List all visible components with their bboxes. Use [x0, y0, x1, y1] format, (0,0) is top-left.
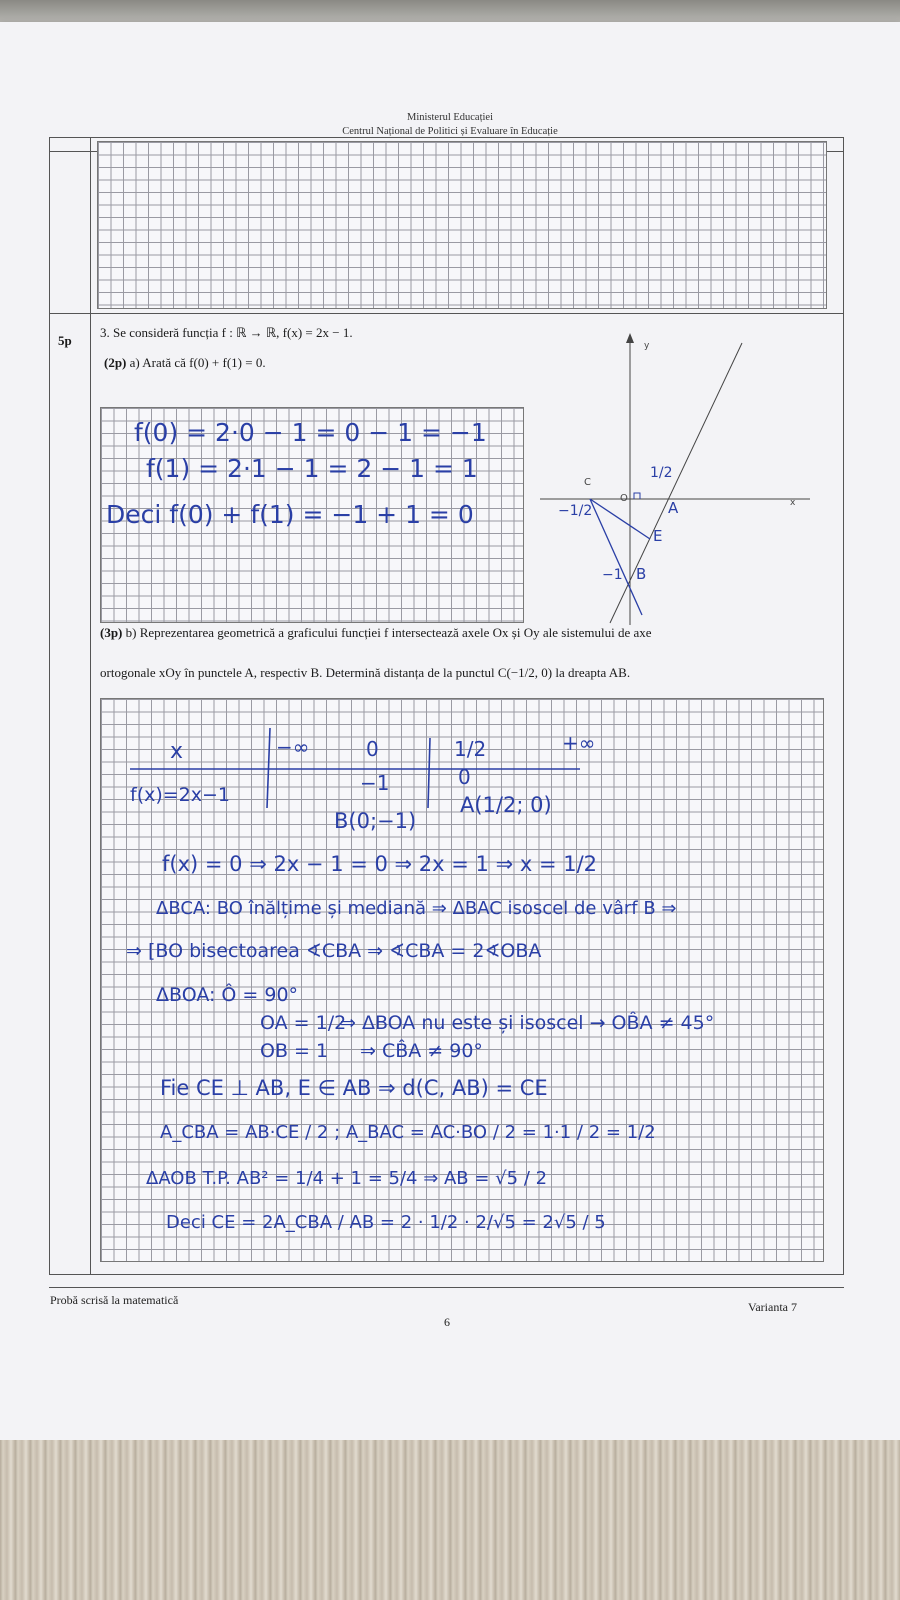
part-b-points: (3p) [100, 625, 123, 640]
answer-b-line-2: ΔBCA: BO înălțime și mediană ⇒ ΔBAC isoscel de vârf B ⇒ [156, 898, 677, 919]
table-point-a: A(1/2; 0) [460, 793, 552, 817]
page-number: 6 [444, 1315, 450, 1329]
answer-b-line-1: f(x) = 0 ⇒ 2x − 1 = 0 ⇒ 2x = 1 ⇒ x = 1/2 [162, 852, 598, 876]
minus-half-label: −1/2 [558, 503, 593, 519]
answer-a-line-3: Deci f(0) + f(1) = −1 + 1 = 0 [106, 500, 474, 529]
origin-label: O [620, 493, 628, 504]
answer-b-line-3: ⇒ [BO bisectoarea ∢CBA ⇒ ∢CBA = 2∢OBA [126, 940, 542, 962]
footer-left: Probă scrisă la matematică [50, 1293, 179, 1307]
minus-one-label: −1 [602, 567, 623, 583]
grid-previous-answer [97, 141, 827, 309]
table-half: 1/2 [454, 737, 487, 761]
point-e-label: E [653, 527, 663, 545]
answer-b-line-7: ⇒ ΔBOA nu este și isoscel → OB̂A ≠ 45° [340, 1012, 715, 1034]
function-graph [540, 325, 830, 625]
table-vertical-rule-2 [428, 738, 430, 808]
wooden-table [0, 1440, 900, 1600]
table-fx-at-half: 0 [458, 765, 471, 789]
answer-b-line-5: OA = 1/2 [260, 1012, 347, 1034]
answer-b-line-9: Fie CE ⊥ AB, E ∈ AB ⇒ d(C, AB) = CE [160, 1076, 548, 1100]
footer-rule [49, 1287, 844, 1288]
points-column-divider [90, 137, 91, 1275]
header-ministry: Ministerul Educației [406, 112, 494, 123]
table-vertical-rule [267, 728, 270, 808]
answer-b-line-10: A_CBA = AB·CE / 2 ; A_BAC = AC·BO / 2 = 1·1 / 2 = 1/2 [160, 1122, 656, 1143]
point-c-label: C [584, 477, 591, 488]
part-b-line-1 [100, 625, 652, 641]
problem-divider [49, 313, 844, 314]
part-a-line [104, 355, 266, 371]
answer-b-line-4: ΔBOA: Ô = 90° [156, 984, 299, 1006]
part-b-text-1: b) Reprezentarea geometrică a graficului funcției f intersectează axele Ox și Oy ale sistemului de axe [125, 625, 652, 640]
half-label: 1/2 [650, 465, 673, 481]
problem-statement: 3. Se consideră funcția f : ℝ → ℝ, f(x) = 2x − 1. [100, 325, 353, 340]
header-center: Centrul Național de Politici și Evaluare în Educație [342, 126, 558, 137]
point-b-label: B [636, 565, 647, 583]
y-axis-label: y [644, 341, 650, 351]
right-angle-mark [634, 493, 640, 499]
table-pos-inf: +∞ [562, 731, 596, 755]
answer-a-line-1: f(0) = 2·0 − 1 = 0 − 1 = −1 [134, 418, 487, 447]
answer-a-line-2: f(1) = 2·1 − 1 = 2 − 1 = 1 [146, 454, 478, 483]
table-point-b: B(0;−1) [334, 809, 417, 833]
answer-b-line-8: ⇒ CB̂A ≠ 90° [360, 1040, 483, 1062]
footer-right: Varianta 7 [748, 1300, 797, 1314]
point-a-label: A [668, 499, 679, 517]
points-label: 5p [58, 333, 72, 348]
answer-b-line-11: ΔAOB T.P. AB² = 1/4 + 1 = 5/4 ⇒ AB = √5 / 2 [146, 1168, 548, 1189]
answer-b-line-6: OB = 1 [260, 1040, 329, 1062]
table-fx-at-zero: −1 [360, 771, 390, 795]
answer-b-line-12: Deci CE = 2A_CBA / AB = 2 · 1/2 · 2/√5 = 2√5 / 5 [166, 1212, 606, 1233]
table-fx-label: f(x)=2x−1 [130, 784, 231, 806]
x-axis-label: x [790, 498, 796, 508]
table-neg-inf: −∞ [276, 735, 310, 759]
part-a-text: a) Arată că f(0) + f(1) = 0. [129, 355, 266, 370]
y-axis-arrow-icon [626, 333, 634, 343]
part-b-line-2: ortogonale xOy în punctele A, respectiv B. Determină distanța de la punctul C(−1/2, 0) la dreapta AB. [100, 665, 631, 680]
sign-table [100, 698, 824, 848]
table-zero: 0 [366, 737, 379, 761]
table-x-label: x [170, 739, 184, 764]
part-a-points: (2p) [104, 355, 127, 370]
background-top [0, 0, 900, 24]
